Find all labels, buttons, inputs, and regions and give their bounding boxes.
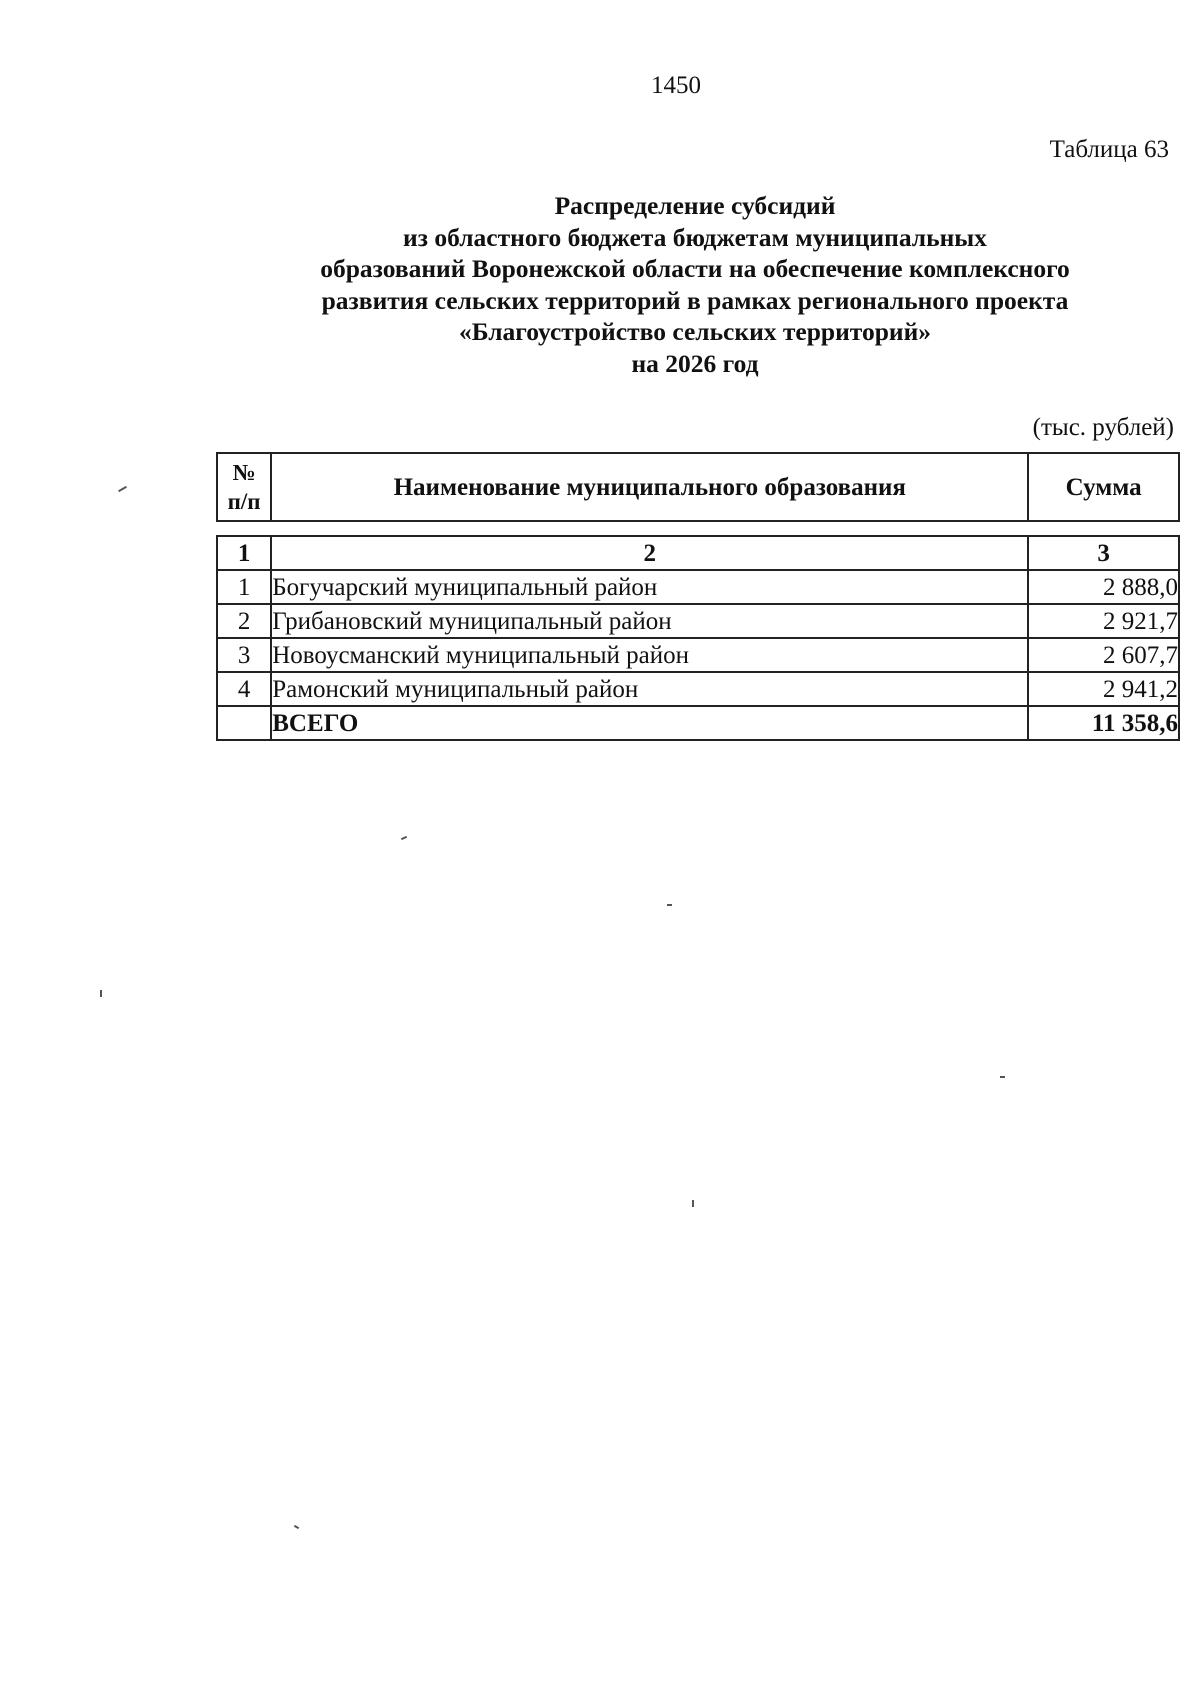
row-sum-cell: 2 941,2	[1028, 672, 1179, 706]
column-number-cell: 1	[217, 536, 271, 570]
title-line: из областного бюджета бюджетам муниципальных	[403, 222, 987, 252]
scan-speck	[401, 836, 407, 840]
header-sum-cell: Сумма	[1028, 453, 1179, 521]
row-num-cell: 1	[217, 570, 271, 604]
table-label: Таблица 63	[1049, 136, 1169, 163]
header-num-cell	[217, 453, 271, 521]
table-row	[217, 638, 1179, 672]
column-number-row	[217, 536, 1179, 570]
document-title	[0, 190, 1200, 379]
total-num-cell	[217, 706, 271, 740]
row-name-cell: Новоусманский муниципальный район	[271, 638, 1028, 672]
title-line: на 2026 год	[631, 348, 759, 378]
row-num-cell: 4	[217, 672, 271, 706]
scan-speck	[1000, 1076, 1005, 1078]
table-row	[217, 570, 1179, 604]
table-row	[217, 672, 1179, 706]
title-line: образований Воронежской области на обеспечение комплексного	[320, 254, 1070, 283]
row-num-cell: 3	[217, 638, 271, 672]
header-name-cell: Наименование муниципального образования	[271, 453, 1028, 521]
scan-speck	[692, 1200, 694, 1207]
table-row	[217, 604, 1179, 638]
scan-speck	[118, 486, 127, 492]
row-sum-cell: 2 888,0	[1028, 570, 1179, 604]
header-row	[217, 453, 1179, 521]
row-sum-cell: 2 607,7	[1028, 638, 1179, 672]
total-sum-cell: 11 358,6	[1028, 706, 1179, 740]
header-num-line1: №	[232, 460, 256, 485]
scan-speck	[667, 904, 672, 906]
row-sum-cell: 2 921,7	[1028, 604, 1179, 638]
page-number: 1450	[651, 72, 701, 99]
header-num-line2: п/п	[227, 489, 261, 514]
row-name-cell: Богучарский муниципальный район	[271, 570, 1028, 604]
units-label: (тыс. рублей)	[1032, 414, 1174, 441]
column-number-cell: 3	[1028, 536, 1179, 570]
scan-speck	[100, 990, 102, 997]
data-table	[216, 535, 1180, 741]
title-line: «Благоустройство сельских территорий»	[458, 317, 932, 346]
title-line: Распределение субсидий	[554, 191, 836, 220]
row-name-cell: Грибановский муниципальный район	[271, 604, 1028, 638]
scan-speck	[294, 1525, 299, 1529]
row-num-cell: 2	[217, 604, 271, 638]
column-number-cell: 2	[271, 536, 1028, 570]
table-header	[216, 452, 1180, 522]
title-line: развития сельских территорий в рамках регионального проекта	[321, 285, 1069, 315]
total-row	[217, 706, 1179, 740]
total-label-cell: ВСЕГО	[271, 706, 1028, 740]
row-name-cell: Рамонский муниципальный район	[271, 672, 1028, 706]
